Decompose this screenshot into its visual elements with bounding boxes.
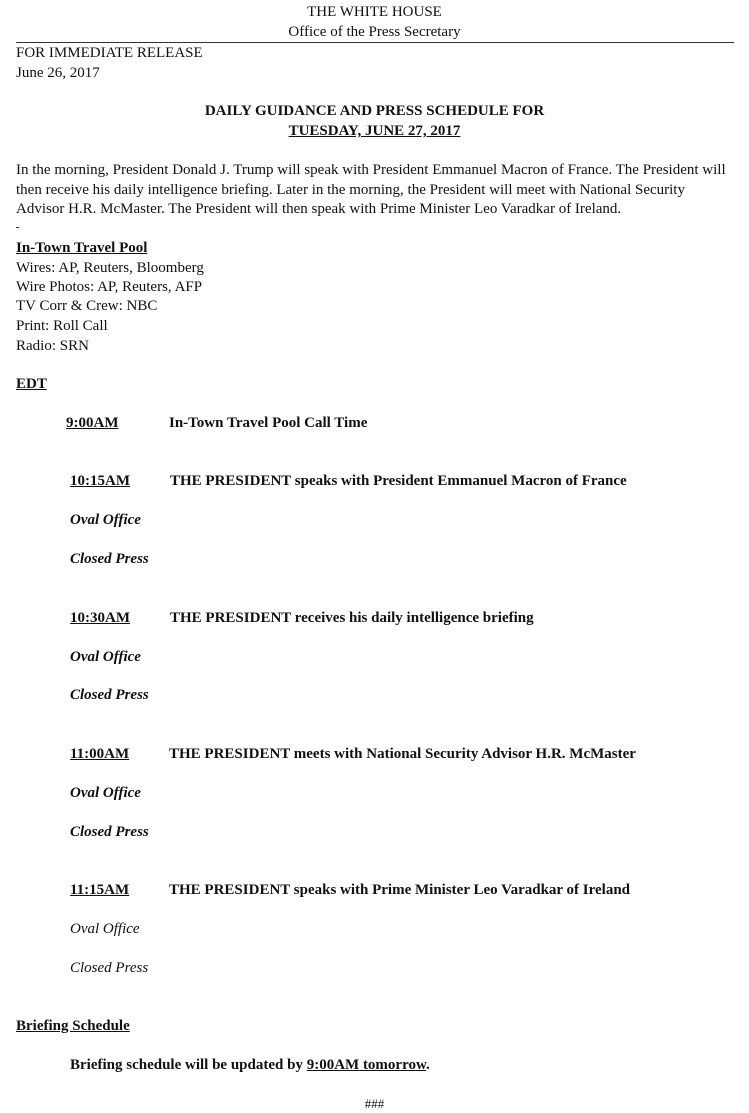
pool-item: TV Corr & Crew: NBC	[16, 298, 158, 314]
briefing-note-end: .	[425, 1057, 430, 1073]
schedule-date: TUESDAY, JUNE 27, 2017	[288, 123, 461, 139]
briefing-time: 9:00AM tomorrow	[306, 1057, 426, 1073]
event-coverage: Closed Press	[70, 960, 149, 976]
briefing-note	[70, 1057, 430, 1074]
event-coverage: Closed Press	[70, 687, 149, 703]
event-time: 10:30AM	[70, 610, 130, 626]
event-time: 9:00AM	[66, 415, 119, 431]
event-time: 11:15AM	[70, 882, 130, 898]
pool-item: Print: Roll Call	[16, 318, 108, 334]
office-name: Office of the Press Secretary	[288, 24, 461, 40]
stray-mark	[16, 227, 19, 228]
pool-item: Wire Photos: AP, Reuters, AFP	[16, 279, 203, 295]
pool-item: Radio: SRN	[16, 338, 89, 354]
event-location: Oval Office	[70, 785, 141, 801]
briefing-heading: Briefing Schedule	[16, 1018, 130, 1034]
event-description: THE PRESIDENT speaks with Prime Minister Leo Varadkar of Ireland	[169, 882, 631, 898]
event-time: 10:15AM	[70, 473, 130, 489]
event-location: Oval Office	[70, 512, 141, 528]
event-time: 11:00AM	[70, 746, 130, 762]
event-description: THE PRESIDENT meets with National Security Advisor H.R. McMaster	[169, 746, 636, 762]
end-mark: ###	[364, 1096, 385, 1111]
event-coverage: Closed Press	[70, 551, 149, 567]
release-label: FOR IMMEDIATE RELEASE	[16, 45, 203, 61]
briefing-note-text: Briefing schedule will be updated by	[70, 1057, 307, 1073]
summary-paragraph: In the morning, President Donald J. Trump will speak with President Emmanuel Macron of France. The President will then receive his daily intelligence briefing. Later in the morning, the President will meet with National Security Advisor H.R. McMaster. The President will then speak with Prime Minister Leo Varadkar of Ireland.	[16, 162, 726, 218]
event-location: Oval Office	[70, 649, 141, 665]
event-description: THE PRESIDENT receives his daily intelligence briefing	[170, 610, 534, 626]
release-date: June 26, 2017	[16, 65, 100, 81]
event-coverage: Closed Press	[70, 824, 149, 840]
pool-item: Wires: AP, Reuters, Bloomberg	[16, 260, 204, 276]
timezone-heading: EDT	[16, 376, 47, 392]
pool-heading: In-Town Travel Pool	[16, 240, 148, 256]
schedule-date-title	[0, 123, 749, 140]
event-description: THE PRESIDENT speaks with President Emmanuel Macron of France	[170, 473, 627, 489]
event-location: Oval Office	[70, 921, 140, 937]
header-rule	[16, 42, 734, 43]
schedule-title: DAILY GUIDANCE AND PRESS SCHEDULE FOR	[204, 103, 545, 119]
event-description: In-Town Travel Pool Call Time	[169, 415, 368, 431]
org-name: THE WHITE HOUSE	[307, 4, 442, 20]
